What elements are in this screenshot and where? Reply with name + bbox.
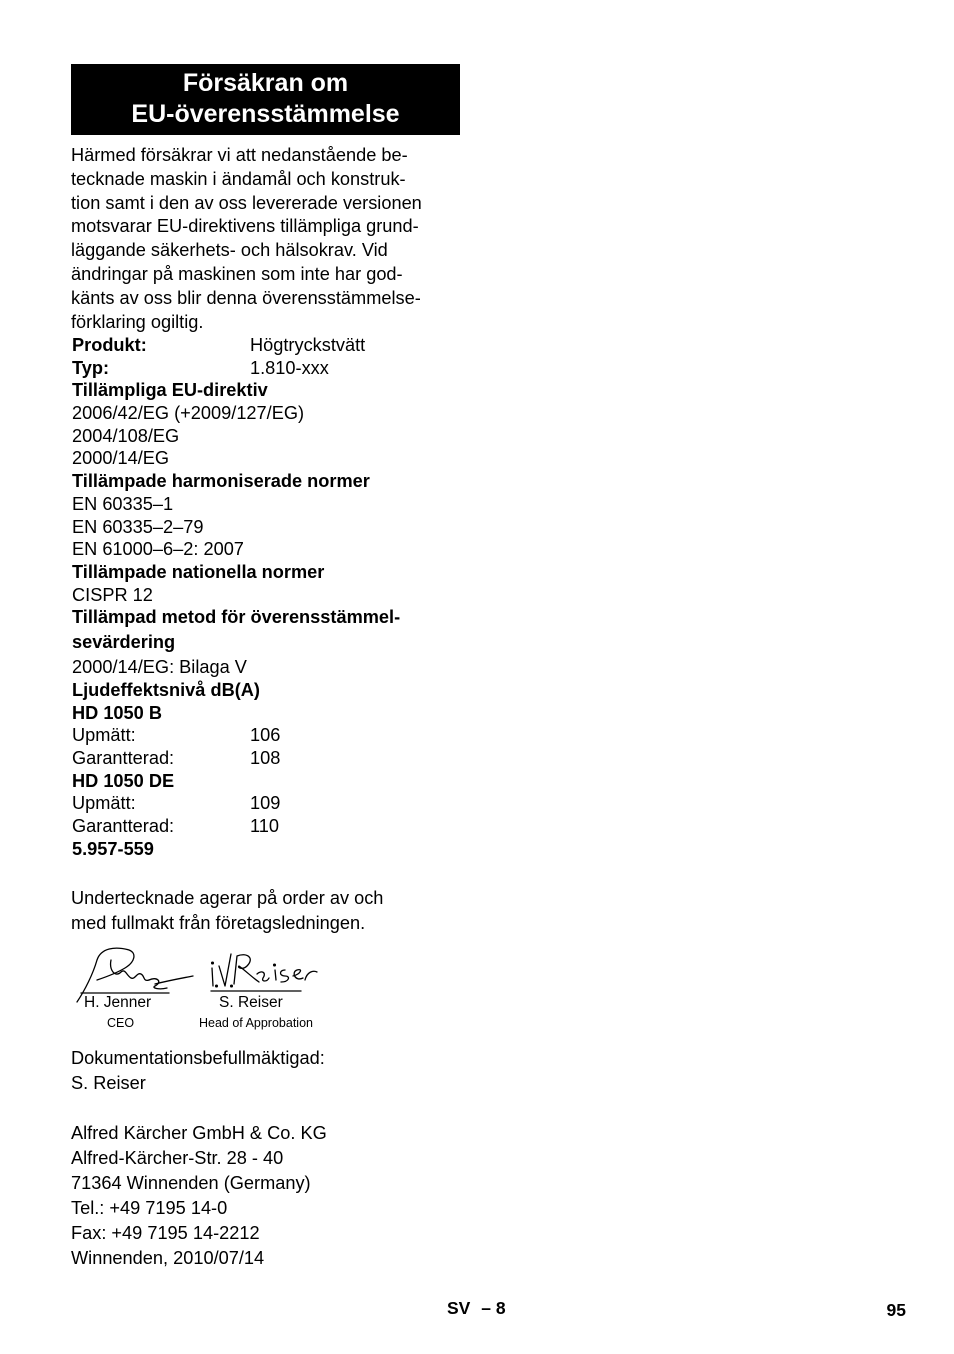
conformity-method-heading-line-1: Tillämpad metod för överensstämmel-: [72, 607, 401, 628]
intro-line: ändringar på maskinen som inte har god-: [71, 263, 403, 284]
type-label: Typ:: [72, 357, 110, 378]
specification-block: [72, 334, 472, 860]
signatory-name-1: H. Jenner: [84, 994, 152, 1011]
eu-directive-item: 2004/108/EG: [72, 425, 180, 446]
conformity-method-item: 2000/14/EG: Bilaga V: [72, 657, 247, 678]
measured-label: Upmätt:: [72, 725, 136, 746]
signed-line: Undertecknade agerar på order av och: [71, 888, 384, 908]
measured-value: 106: [250, 725, 281, 746]
company-address: [71, 1121, 327, 1271]
intro-line: Härmed försäkrar vi att nedanstående be-: [71, 145, 408, 165]
intro-line: förklaring ogiltig.: [71, 311, 204, 332]
product-label: Produkt:: [72, 335, 147, 355]
intro-line: tion samt i den av oss levererade versionen: [71, 192, 422, 213]
footer-lang: SV: [447, 1298, 471, 1318]
model-name: HD 1050 DE: [72, 770, 175, 791]
footer-section-label: [447, 1298, 506, 1319]
national-norm-item: CISPR 12: [72, 584, 153, 605]
measured-label: Upmätt:: [72, 793, 136, 814]
harmonised-norms-heading: Tillämpade harmoniserade normer: [72, 471, 370, 492]
eu-directive-item: 2000/14/EG: [72, 448, 170, 469]
guaranteed-row: [72, 747, 472, 770]
type-row: [72, 357, 472, 380]
address-line: Alfred-Kärcher-Str. 28 - 40: [71, 1148, 284, 1168]
signed-statement: [71, 886, 383, 936]
measured-row: [72, 724, 472, 747]
signatory-role-1: CEO: [107, 1016, 135, 1030]
national-norms-heading: Tillämpade nationella normer: [72, 561, 325, 582]
type-value: 1.810-xxx: [250, 357, 329, 378]
product-value: Högtryckstvätt: [250, 335, 366, 355]
product-row: [72, 334, 472, 357]
conformity-method-heading-line-2: sevärdering: [72, 632, 176, 653]
guaranteed-value: 108: [250, 748, 281, 768]
signature-block: [71, 944, 341, 1034]
intro-line: läggande säkerhets- och hälsokrav. Vid: [71, 240, 388, 261]
intro-line: känts av oss blir denna överensstämmelse-: [71, 287, 421, 308]
address-line: Tel.: +49 7195 14-0: [71, 1198, 228, 1218]
guaranteed-label: Garantterad:: [72, 816, 175, 837]
harmonised-norm-item: EN 61000–6–2: 2007: [72, 539, 244, 560]
intro-paragraph: [71, 144, 463, 334]
footer-separator: – 8: [481, 1298, 506, 1318]
model-name: HD 1050 B: [72, 702, 162, 723]
sound-power-heading: Ljudeffektsnivå dB(A): [72, 679, 260, 700]
address-line: 71364 Winnenden (Germany): [71, 1173, 311, 1193]
address-line: Winnenden, 2010/07/14: [71, 1248, 265, 1268]
heading-line-1: Försäkran om: [182, 69, 349, 97]
harmonised-norm-item: EN 60335–1: [72, 493, 174, 514]
guaranteed-value: 110: [250, 816, 279, 837]
document-number: 5.957-559: [72, 838, 154, 859]
page-heading: [71, 64, 460, 135]
page-number: 95: [886, 1300, 906, 1320]
signed-line: med fullmakt från företagsledningen.: [71, 913, 366, 933]
measured-value: 109: [250, 793, 281, 814]
intro-line: motsvarar EU-direktivens tillämpliga grund-: [71, 216, 419, 237]
signatory-name-2: S. Reiser: [219, 994, 283, 1011]
address-line: Alfred Kärcher GmbH & Co. KG: [71, 1123, 327, 1143]
eu-directives-heading: Tillämpliga EU-direktiv: [72, 380, 268, 401]
address-line: Fax: +49 7195 14-2212: [71, 1223, 260, 1243]
documentation-contact-label: Dokumentationsbefullmäktigad:: [71, 1048, 325, 1068]
documentation-contact: [71, 1046, 325, 1096]
eu-directive-item: 2006/42/EG (+2009/127/EG): [72, 403, 305, 424]
harmonised-norm-item: EN 60335–2–79: [72, 516, 204, 537]
guaranteed-label: Garantterad:: [72, 748, 175, 768]
intro-line: tecknade maskin i ändamål och konstruk-: [71, 168, 406, 189]
signatory-role-2: Head of Approbation: [199, 1016, 313, 1030]
heading-line-2: EU-överensstämmelse: [131, 100, 400, 128]
documentation-contact-name: S. Reiser: [71, 1073, 146, 1093]
measured-row: [72, 792, 472, 815]
guaranteed-row: [72, 815, 472, 838]
